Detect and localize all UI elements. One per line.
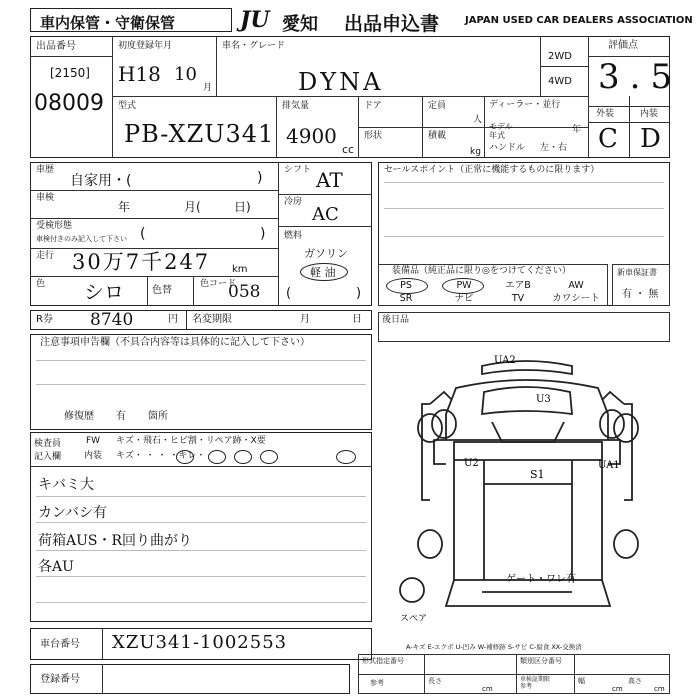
interior-grade: D (640, 124, 661, 154)
inspection-day: 日) (234, 200, 251, 214)
model-name-label: 車名・グレード (222, 41, 286, 51)
plate-label: 登録番号 (40, 674, 80, 685)
repair-history-label: 修復歴 (64, 411, 94, 422)
inspection-month: 月( (184, 200, 201, 214)
remark-3: 荷箱AUS・R回り曲がり (38, 533, 193, 549)
equip-tv: TV (511, 293, 525, 304)
form-title: 出品申込書 (344, 13, 440, 35)
acceptance-close: ) (260, 226, 266, 242)
width-unit: cm (612, 685, 623, 693)
exterior-label: 外装 (596, 109, 615, 119)
handle-label: ハンドル (489, 143, 526, 153)
recycle-value: 8740 (90, 310, 134, 330)
interior-items: キズ・ ・ ・ ・キレ・ (116, 451, 206, 461)
acceptance-label: 受検形態 (36, 221, 73, 231)
rear-bed-label: 後日品 (382, 315, 410, 325)
category-label: 類別区分番号 (520, 657, 562, 665)
color-change-label: 色替 (152, 285, 172, 296)
org-name-english: JAPAN USED CAR DEALERS ASSOCIATION (465, 15, 693, 26)
mark-gate: ゲート・ワレ有 (506, 574, 576, 585)
rear-bed-box (378, 312, 670, 342)
recycle-label: R券 (36, 314, 53, 325)
expiry-month: 月 (300, 314, 310, 325)
fuel-close: ) (356, 286, 362, 301)
repair-history-value: 有 (116, 411, 126, 422)
equip-leather: カワシート (552, 293, 600, 304)
equip-pw: PW (456, 280, 472, 291)
width-label: 幅 (578, 677, 585, 685)
ju-logo: JU (240, 7, 270, 33)
acceptance-open: ( (140, 226, 146, 242)
load-label: 積載 (428, 131, 447, 141)
expiry-day: 日 (352, 314, 362, 325)
damage-legend: A-キズ E-エクボ U-凹み W-補修跡 S-サビ C-腐食 XX-交換済 (406, 643, 582, 651)
fw-label: FW (86, 436, 101, 446)
mark-u3: U3 (536, 394, 551, 405)
inspection-label: 車検 (36, 193, 55, 203)
interior-label: 内装 (640, 109, 659, 119)
mileage-label: 走行 (36, 251, 55, 261)
shift-label: シフト (284, 165, 312, 175)
inspection-year: 年 (118, 200, 131, 214)
remark-2: カンバシ有 (38, 505, 108, 521)
registration-month: 10 (174, 64, 197, 85)
chassis-label: 車台番号 (40, 639, 80, 650)
history-close: ) (257, 170, 263, 186)
recycle-unit: 円 (168, 314, 178, 325)
mileage-unit: km (232, 264, 248, 275)
truck-damage-diagram (386, 344, 670, 634)
model-name-value: DYNA (298, 68, 384, 96)
mark-ua1: UA1 (598, 460, 620, 471)
displacement-label: 排気量 (282, 101, 310, 111)
equip-aw: AW (568, 280, 584, 291)
repair-history-place: 箇所 (148, 411, 168, 422)
mark-s1: S1 (530, 468, 545, 481)
grade-value: 3.5 (598, 57, 683, 97)
shift-value: AT (316, 168, 343, 192)
mark-ua2: UA2 (494, 355, 516, 366)
reference-label: 参考 (370, 679, 384, 687)
registration-label: 初度登録年月 (118, 41, 173, 51)
notes-label: 注意事項申告欄（不具合内容等は具体的に記入して下さい） (40, 337, 310, 348)
doors-label: ドア (364, 101, 382, 111)
model-year-unit: 年 (572, 125, 582, 135)
lot-number: 08009 (34, 91, 104, 116)
spare-label: スペア (400, 614, 428, 624)
height-label: 高さ (628, 677, 642, 685)
handle-options: 左・右 (540, 143, 568, 153)
sales-points-label: セールスポイント（正常に機能するものに限ります） (384, 165, 600, 175)
storage-title: 車内保管・守衛保管 (40, 14, 176, 32)
color-label: 色 (36, 279, 46, 289)
shape-label: 形状 (364, 131, 383, 141)
expiry-label: 名変期限 (192, 314, 232, 325)
lot-ref: [2150] (50, 66, 90, 80)
cooling-value: AC (312, 204, 339, 225)
lot-number-label: 出品番号 (36, 41, 76, 52)
type-label: 型式 (118, 101, 137, 111)
height-unit: cm (654, 685, 665, 693)
designation-label: 形式指定番号 (362, 657, 404, 665)
drive-4wd: 4WD (548, 76, 572, 87)
equip-airbag: エアB (505, 280, 531, 291)
inspector-label: 検査員 記入欄 (34, 439, 62, 462)
equip-ps: PS (400, 280, 412, 291)
drive-2wd: 2WD (548, 51, 572, 62)
length-unit: cm (482, 685, 493, 693)
org-name-local: 愛知 (282, 14, 318, 35)
mark-u2: U2 (464, 458, 479, 469)
fuel-diesel: 軽 油 (310, 266, 336, 279)
warranty-options: 有 ・ 無 (622, 289, 659, 300)
acceptance-note: 車検付きのみ記入して下さい (36, 235, 127, 243)
fuel-label: 燃料 (284, 231, 303, 241)
chassis-value: XZU341-1002553 (112, 632, 288, 653)
fuel-gasoline: ガソリン (304, 247, 348, 260)
registration-year: H18 (118, 62, 161, 86)
equipment-label: 装備品（純正品に限り◎をつけてください） (392, 266, 571, 276)
type-value: PB-XZU341 (124, 120, 275, 148)
remark-4: 各AU (38, 559, 74, 575)
dealer-label: ディーラー・並行 (489, 100, 561, 110)
fuel-open: ( (286, 286, 292, 301)
capacity-label: 定員 (428, 101, 447, 111)
dims-label: 車検証期限 参考 (520, 676, 551, 690)
color-code-value: 058 (228, 282, 261, 302)
equip-navi: ナビ (454, 293, 474, 304)
length-label: 長さ (428, 677, 442, 685)
history-label: 車歴 (36, 165, 55, 175)
load-unit: kg (470, 147, 481, 157)
color-value: シロ (84, 280, 124, 304)
displacement-value: 4900 (286, 124, 337, 148)
grade-label: 評価点 (608, 40, 638, 51)
history-value: 自家用・( (70, 173, 132, 189)
capacity-unit: 人 (473, 115, 483, 125)
registration-month-unit: 月 (203, 83, 213, 93)
color-code-label: 色コード (200, 279, 237, 289)
pw-circle (442, 278, 484, 294)
exterior-grade: C (598, 124, 618, 154)
model-year-label: モデル 年式 (489, 122, 513, 140)
equip-sr: SR (399, 293, 413, 304)
interior-items-label: 内装 (84, 451, 103, 461)
mileage-value: 30万7千247 (72, 250, 211, 274)
warranty-label: 新車保証書 (617, 268, 657, 277)
displacement-unit: cc (342, 143, 355, 156)
remark-1: キバミ大 (38, 477, 94, 493)
ps-circle (386, 278, 428, 294)
fw-items: キズ・飛石・ヒビ割・リペア跡・X要 (116, 436, 266, 446)
cooling-label: 冷房 (284, 197, 303, 207)
